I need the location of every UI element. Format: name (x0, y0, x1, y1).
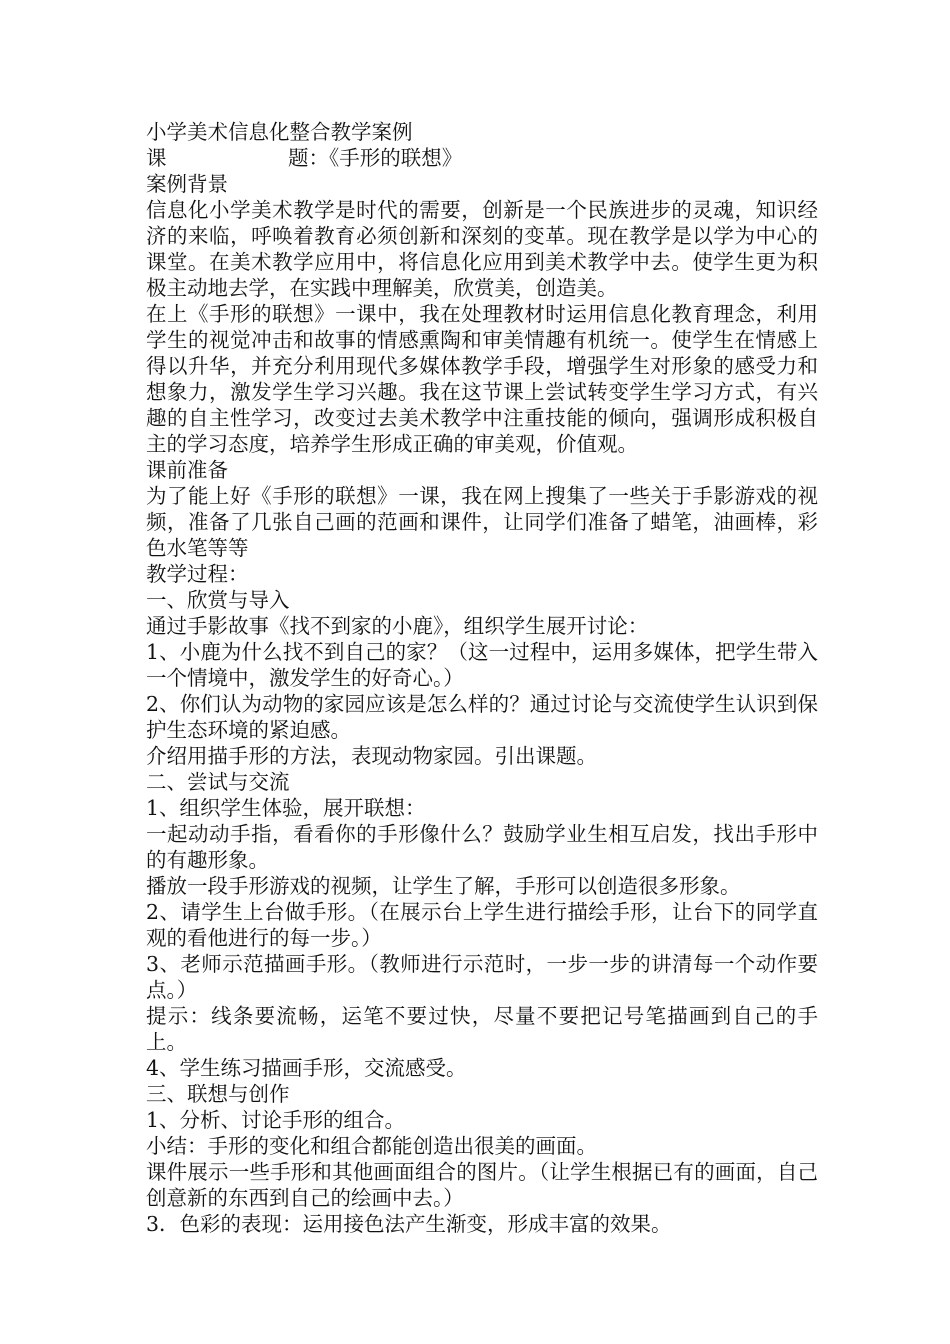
section-1-heading: 一、欣赏与导入 (146, 588, 290, 612)
prep-paragraph: 为了能上好《手形的联想》一课，我在网上搜集了一些关于手影游戏的视频，准备了几张自己画的范画和课件，让同学们准备了蜡笔，油画棒，彩色水笔等等 (146, 484, 818, 560)
section-1-paragraph: 2、你们认为动物的家园应该是怎么样的？通过讨论与交流使学生认识到保护生态环境的紧迫感。 (146, 692, 818, 742)
course-value: 题：《手形的联想》 (288, 146, 463, 170)
section-2-paragraph: 1、组织学生体验，展开联想： (146, 796, 426, 820)
section-3-heading: 三、联想与创作 (146, 1082, 290, 1106)
section-2-paragraph: 一起动动手指，看看你的手形像什么？鼓励学业生相互启发，找出手形中的有趣形象。 (146, 822, 818, 872)
course-label: 课 (146, 146, 167, 170)
course-title-row (146, 145, 818, 171)
section-1-paragraph: 1、小鹿为什么找不到自己的家？（这一过程中，运用多媒体，把学生带入一个情境中，激发学生的好奇心。） (146, 640, 818, 690)
background-paragraph-2: 在上《手形的联想》一课中，我在处理教材时运用信息化教育理念，利用学生的视觉冲击和故事的情感熏陶和审美情趣有机统一。使学生在情感上得以升华，并充分利用现代多媒体教学手段，增强学生对形象的感受力和想象力，激发学生学习兴趣。我在这节课上尝试转变学生学习方式，有兴趣的自主性学习，改变过去美术教学中注重技能的倾向，强调形成积极自主的学习态度，培养学生形成正确的审美观，价值观。 (146, 302, 818, 456)
prep-heading: 课前准备 (146, 458, 228, 482)
section-2-paragraph: 4、学生练习描画手形，交流感受。 (146, 1056, 467, 1080)
section-2-paragraph: 2、请学生上台做手形。（在展示台上学生进行描绘手形，让台下的同学直观的看他进行的每一步。） (146, 900, 818, 950)
background-heading: 案例背景 (146, 172, 228, 196)
document-title: 小学美术信息化整合教学案例 (146, 120, 413, 144)
section-2-paragraph: 3、老师示范描画手形。（教师进行示范时，一步一步的讲清每一个动作要点。） (146, 952, 818, 1002)
section-2-paragraph: 提示：线条要流畅，运笔不要过快，尽量不要把记号笔描画到自己的手上。 (146, 1004, 818, 1054)
section-3-paragraph: 3．色彩的表现：运用接色法产生渐变，形成丰富的效果。 (146, 1212, 672, 1236)
section-3-paragraph: 课件展示一些手形和其他画面组合的图片。（让学生根据已有的画面，自己创意新的东西到自己的绘画中去。） (146, 1160, 818, 1210)
process-heading: 教学过程： (146, 562, 249, 586)
section-2-paragraph: 播放一段手形游戏的视频，让学生了解，手形可以创造很多形象。 (146, 874, 741, 898)
document-body (146, 119, 818, 1237)
section-1-paragraph: 通过手影故事《找不到家的小鹿》，组织学生展开讨论： (146, 614, 649, 638)
section-2-heading: 二、尝试与交流 (146, 770, 290, 794)
section-1-paragraph: 介绍用描手形的方法，表现动物家园。引出课题。 (146, 744, 597, 768)
section-3-paragraph: 1、分析、讨论手形的组合。 (146, 1108, 406, 1132)
section-3-paragraph: 小结：手形的变化和组合都能创造出很美的画面。 (146, 1134, 597, 1158)
background-paragraph-1: 信息化小学美术教学是时代的需要，创新是一个民族进步的灵魂，知识经济的来临，呼唤着教育必须创新和深刻的变革。现在教学是以学为中心的课堂。在美术教学应用中，将信息化应用到美术教学中去。使学生更为积极主动地去学，在实践中理解美，欣赏美，创造美。 (146, 198, 818, 300)
